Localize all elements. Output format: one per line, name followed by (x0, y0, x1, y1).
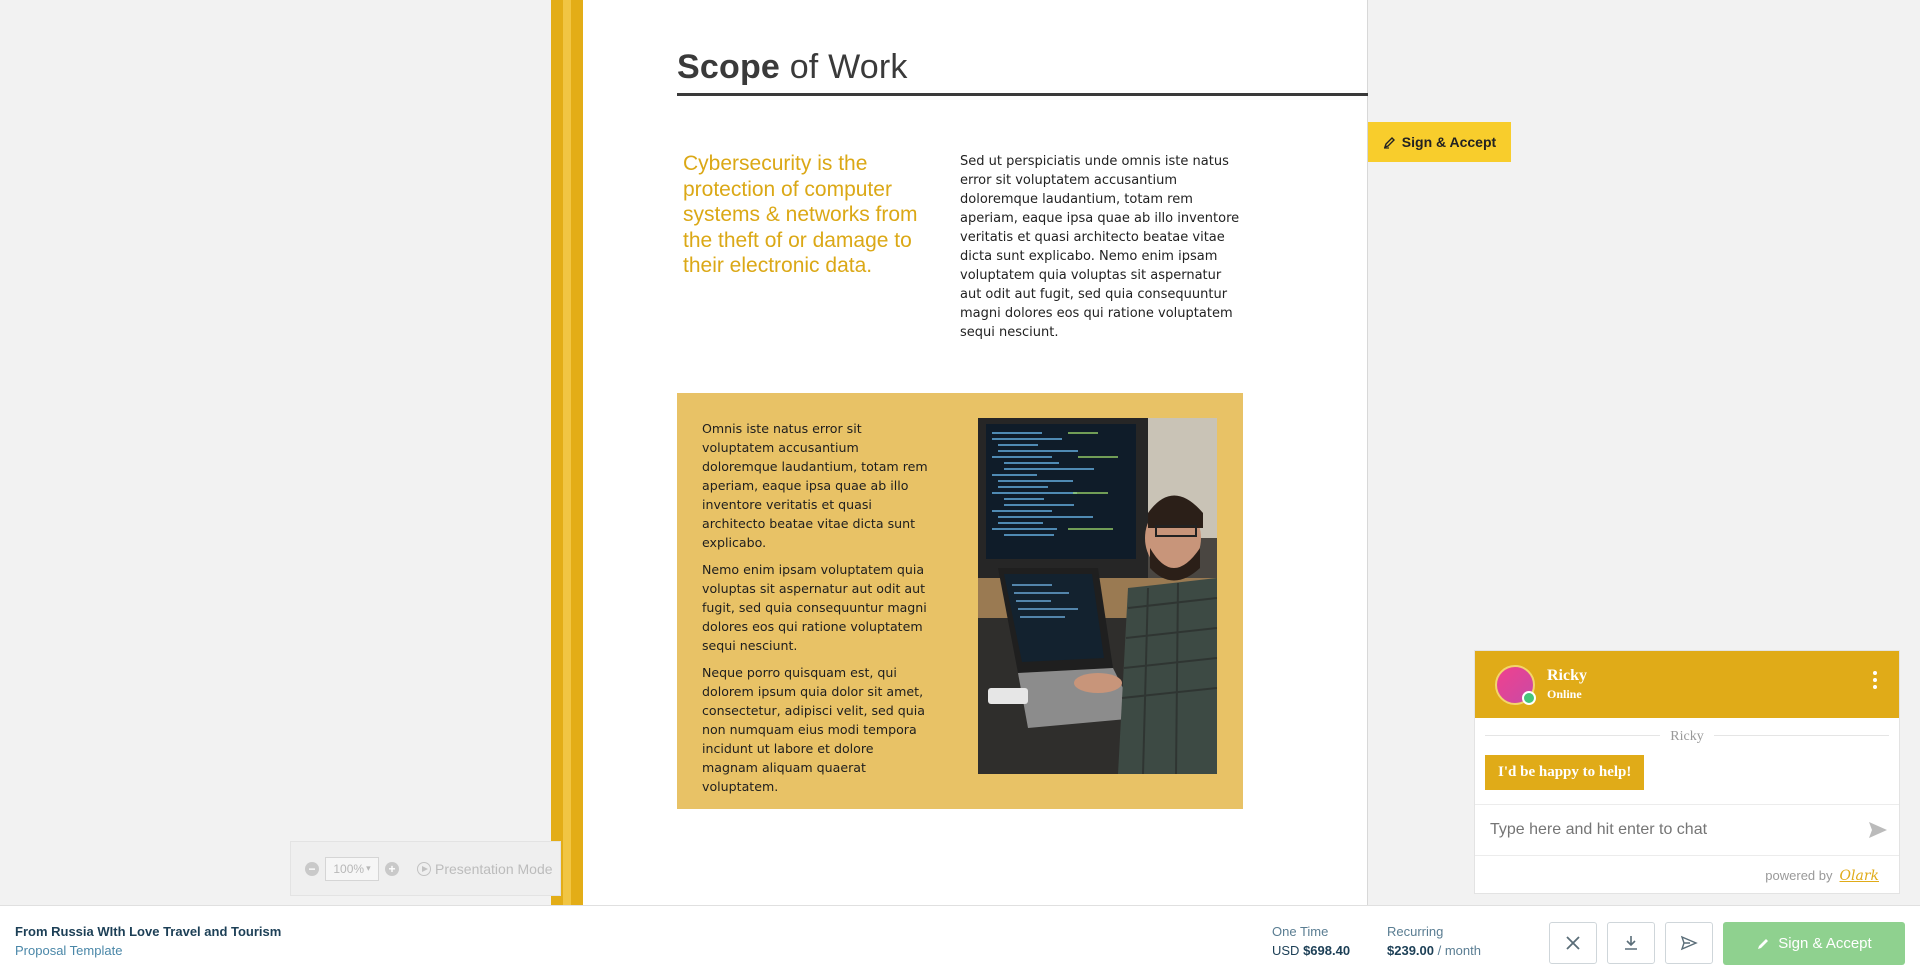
one-time-price (1272, 924, 1350, 958)
sign-accept-label: Sign & Accept (1778, 935, 1872, 952)
developer-photo-illustration (978, 418, 1217, 774)
chat-separator-name: Ricky (1660, 729, 1713, 744)
sign-accept-float-button[interactable] (1368, 122, 1511, 162)
footer-bar (0, 905, 1920, 978)
chat-message-bubble: I'd be happy to help! (1485, 755, 1644, 790)
recurring-price (1387, 924, 1481, 958)
powered-by-label: powered by (1765, 868, 1833, 883)
zoom-toolbar (290, 841, 561, 896)
zoom-level-select[interactable] (325, 857, 379, 881)
presentation-mode-label: Presentation Mode (435, 860, 553, 877)
decline-button[interactable] (1549, 922, 1597, 964)
avatar (1495, 665, 1535, 705)
zoom-level-value: 100% (333, 861, 365, 876)
sign-accept-float-label: Sign & Accept (1401, 134, 1497, 150)
close-icon (1564, 934, 1582, 952)
recurring-label: Recurring (1387, 924, 1444, 939)
presentation-mode-button[interactable] (417, 861, 553, 877)
chat-separator-label (1475, 727, 1899, 745)
chat-agent-status: Online (1547, 687, 1582, 701)
olark-logo[interactable]: Olark (1839, 868, 1879, 884)
chat-agent-info (1547, 667, 1587, 702)
chat-widget (1474, 650, 1900, 894)
play-icon (417, 862, 431, 876)
chat-input-row (1475, 804, 1899, 856)
zoom-out-icon[interactable]: − (305, 862, 319, 876)
chat-input[interactable] (1490, 821, 1850, 839)
one-time-currency: USD (1272, 943, 1304, 958)
title-divider (677, 93, 1368, 96)
send-icon[interactable] (1867, 819, 1889, 841)
document-title: From Russia WIth Love Travel and Tourism (15, 924, 282, 939)
send-icon (1680, 934, 1698, 952)
document-subtitle: Proposal Template (15, 943, 123, 958)
developer-photo (978, 418, 1217, 774)
page-accent-bar-inner (563, 0, 571, 905)
one-time-value: $698.40 (1303, 943, 1351, 958)
box-paragraph: Neque porro quisquam est, qui dolorem ipsum quia dolor sit amet, consectetur, adipisci velit, sed quia non numquam eius modi tempora incidunt ut labore et dolore magnam aliquam quaerat voluptatem. (702, 665, 925, 794)
lead-body-text: Sed ut perspiciatis unde omnis iste natus error sit voluptatem accusantium doloremque laudantium, totam rem aperiam, eaque ipsa quae ab illo inventore veritatis et quasi architecto beatae vitae dicta sunt explicabo. Nemo enim ipsam voluptatem quia voluptas sit aspernatur aut odit aut fugit, sed quia consequuntur magni dolores eos qui ratione voluptatem sequi nesciunt. (960, 154, 1240, 340)
chat-agent-name: Ricky (1547, 667, 1587, 684)
online-status-dot (1522, 691, 1536, 705)
page-title-bold: Scope (677, 48, 781, 86)
highlight-box-text (702, 419, 932, 804)
more-options-icon[interactable] (1873, 671, 1877, 689)
page-title-rest: of Work (780, 48, 908, 86)
one-time-label: One Time (1272, 924, 1329, 939)
zoom-in-icon[interactable]: + (385, 862, 399, 876)
send-button[interactable] (1665, 922, 1713, 964)
pen-icon (1383, 136, 1396, 149)
download-icon (1622, 934, 1640, 952)
box-paragraph: Nemo enim ipsam voluptatem quia voluptas sit aspernatur aut odit aut fugit, sed quia consequuntur magni dolores eos qui ratione voluptatem sequi nesciunt. (702, 562, 927, 653)
box-paragraph: Omnis iste natus error sit voluptatem accusantium doloremque laudantium, totam rem aperiam, eaque ipsa quae ab illo inventore veritatis et quasi architecto beatae vitae dicta sunt explicabo. (702, 421, 928, 550)
chevron-down-icon: ▾ (366, 863, 371, 873)
sign-accept-button[interactable] (1723, 922, 1905, 965)
recurring-period: / month (1434, 943, 1481, 958)
download-button[interactable] (1607, 922, 1655, 964)
page-title (677, 48, 908, 87)
pen-icon (1756, 937, 1770, 951)
lead-statement: Cybersecurity is the protection of computer systems & networks from the theft of or damage to their electronic data. (683, 152, 918, 277)
recurring-value: $239.00 (1387, 943, 1434, 958)
chat-header[interactable] (1475, 651, 1899, 718)
powered-by (1765, 868, 1879, 884)
